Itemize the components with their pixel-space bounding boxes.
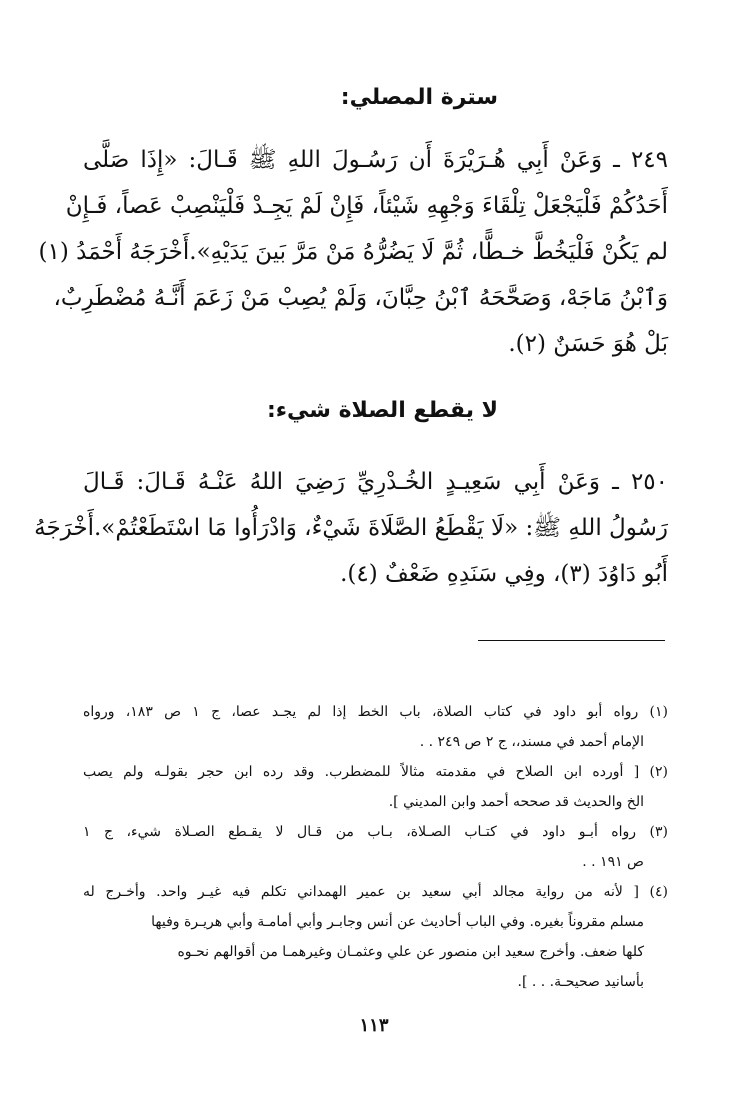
hadith-250-line-3: أَبُو دَاوُدَ (٣)، وفِي سَنَدِهِ ضَعْفٌ (٤). <box>340 561 668 587</box>
footnote-2-line-1: (٢) [ أورده ابن الصلاح في مقدمته مثالاً للمضطرب. وقد رده ابن حجر بقولـه ولم يصب <box>83 764 668 780</box>
footnote-separator <box>478 640 665 641</box>
footnote-4-line-4: بأسانيد صحيحـة. . . ]. <box>517 974 644 990</box>
hadith-249-line-1: ٢٤٩ ـ وَعَنْ أَبِي هُـرَيْرَةَ أَن رَسُـولَ اللهِ ﷺ قَـالَ: «إِذَا صَلَّى <box>83 147 668 173</box>
footnote-4-line-1: (٤) [ لأنه من رواية مجالد أبي سعيد بن عمير الهمداني تكلم فيه غيـر واحد. وأخـرج له <box>83 884 668 900</box>
footnote-3-line-2: ص ١٩١ . . <box>582 854 644 870</box>
footnote-4-line-2: مسلم مقروناً بغيره. وفي الباب أحاديث عن أنس وجابـر وأبي أمامـة وأبي هريـرة وفيها <box>151 914 644 930</box>
hadith-250-line-1: ٢٥٠ ـ وَعَنْ أَبِي سَعِيـدٍ الخُـدْرِيِّ رَضِيَ اللهُ عَنْـهُ قَـالَ: قَـالَ <box>83 469 668 495</box>
footnote-1-line-2: الإمام أحمد في مسند،، ج ٢ ص ٢٤٩ . . <box>419 734 644 750</box>
footnote-4-line-3: كلها ضعف. وأخرج سعيد ابن منصور عن علي وعثمـان وغيرهمـا من أقوالهم نحـوه <box>177 944 644 960</box>
page-number: ١١٣ <box>359 1015 389 1036</box>
section-heading-sutra: سترة المصلي: <box>340 85 498 110</box>
section-heading-no-interruption: لا يقطع الصلاة شيء: <box>266 398 498 423</box>
footnote-2-line-2: الخ والحديث قد صححه أحمد وابن المديني ]. <box>388 794 644 810</box>
hadith-249-line-2: أَحَدُكُمْ فَلْيَجْعَلْ تِلْقَاءَ وَجْهِهِ شَيْئاً، فَإِنْ لَمْ يَجِـدْ فَلْيَنْصِبْ عَصاً، فَـإِنْ <box>65 193 668 219</box>
footnote-1-line-1: (١) رواه أبو داود في كتاب الصلاة، باب الخط إذا لم يجـد عصا، ج ١ ص ١٨٣، ورواه <box>83 704 668 720</box>
footnote-3-line-1: (٣) رواه أبـو داود في كتـاب الصـلاة، بـاب من قـال لا يقـطع الصـلاة شيء، ج ١ <box>83 824 668 840</box>
hadith-249-line-5: بَلْ هُوَ حَسَنٌ (٢). <box>508 331 668 357</box>
hadith-250-line-2: رَسُولُ اللهِ ﷺ: «لَا يَقْطَعُ الصَّلَاةَ شَيْءٌ، وَادْرَأُوا مَا اسْتَطَعْتُمْ».أَخْرَجَهُ <box>34 515 668 541</box>
hadith-249-line-3: لم يَكُنْ فَلْيَخُطَّ خـطًّا، ثُمَّ لَا يَضُرُّهُ مَنْ مَرَّ بَينَ يَدَيْهِ».أَخْرَجَهُ أَحْمَدُ (١) <box>38 239 668 265</box>
hadith-249-line-4: وَٱبْنُ مَاجَهْ، وَصَحَّحَهُ ٱبْنُ حِبَّانَ، وَلَمْ يُصِبْ مَنْ زَعَمَ أَنَّـهُ مُضْطَرِبٌ، <box>53 285 668 311</box>
